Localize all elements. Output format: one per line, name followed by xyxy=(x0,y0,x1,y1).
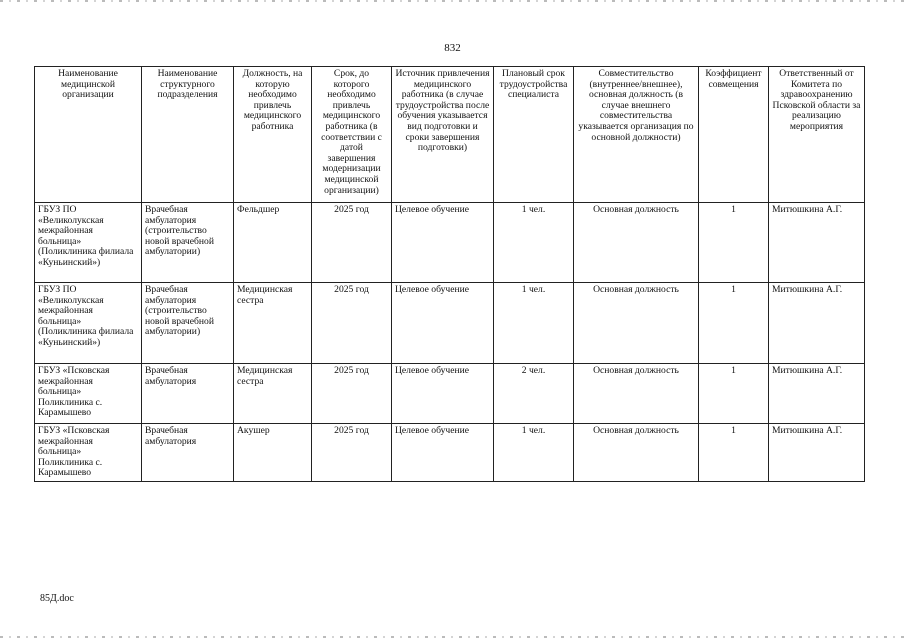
header-position: Должность, на которую необходимо привлечь медицинского работника xyxy=(234,67,312,203)
table-row xyxy=(35,283,865,364)
cell-position: Фельдшер xyxy=(234,203,312,283)
cell-organization: ГБУЗ ПО «Великолукская межрайонная больница» (Поликлиника филиала «Куньинский») xyxy=(35,283,142,364)
cell-combination: Основная должность xyxy=(574,283,699,364)
cell-coefficient: 1 xyxy=(699,203,769,283)
table-row xyxy=(35,424,865,482)
header-coefficient: Коэффициент совмещения xyxy=(699,67,769,203)
cell-deadline: 2025 год xyxy=(312,283,392,364)
cell-combination: Основная должность xyxy=(574,364,699,424)
cell-responsible: Митюшкина А.Г. xyxy=(769,364,865,424)
page-number: 832 xyxy=(444,42,461,54)
header-responsible: Ответственный от Комитета по здравоохранению Псковской области за реализацию мероприятия xyxy=(769,67,865,203)
cell-department: Врачебная амбулатория (строительство новой врачебной амбулатории) xyxy=(142,283,234,364)
cell-deadline: 2025 год xyxy=(312,424,392,482)
header-department: Наименование структурного подразделения xyxy=(142,67,234,203)
cell-coefficient: 1 xyxy=(699,364,769,424)
cell-deadline: 2025 год xyxy=(312,364,392,424)
cell-responsible: Митюшкина А.Г. xyxy=(769,424,865,482)
cell-coefficient: 1 xyxy=(699,424,769,482)
scan-edge-bottom xyxy=(0,636,905,638)
cell-source: Целевое обучение xyxy=(392,424,494,482)
cell-position: Медицинская сестра xyxy=(234,283,312,364)
cell-planned-term: 1 чел. xyxy=(494,203,574,283)
cell-source: Целевое обучение xyxy=(392,364,494,424)
cell-planned-term: 1 чел. xyxy=(494,424,574,482)
cell-responsible: Митюшкина А.Г. xyxy=(769,283,865,364)
header-deadline: Срок, до которого необходимо привлечь медицинского работника (в соответствии с датой завершения модернизации медицинской организации) xyxy=(312,67,392,203)
header-organization: Наименование медицинской организации xyxy=(35,67,142,203)
header-combination: Совместительство (внутреннее/внешнее), основная должность (в случае внешнего совместительства указывается организация по основной должности) xyxy=(574,67,699,203)
scan-edge-top xyxy=(0,0,905,2)
cell-responsible: Митюшкина А.Г. xyxy=(769,203,865,283)
cell-planned-term: 1 чел. xyxy=(494,283,574,364)
cell-organization: ГБУЗ ПО «Великолукская межрайонная больница» (Поликлиника филиала «Куньинский») xyxy=(35,203,142,283)
cell-source: Целевое обучение xyxy=(392,283,494,364)
header-source: Источник привлечения медицинского работника (в случае трудоустройства после обучения указывается вид подготовки и сроки завершения подготовки) xyxy=(392,67,494,203)
cell-organization: ГБУЗ «Псковская межрайонная больница» Поликлиника с. Карамышево xyxy=(35,364,142,424)
cell-position: Акушер xyxy=(234,424,312,482)
cell-source: Целевое обучение xyxy=(392,203,494,283)
cell-department: Врачебная амбулатория xyxy=(142,424,234,482)
cell-position: Медицинская сестра xyxy=(234,364,312,424)
cell-department: Врачебная амбулатория (строительство новой врачебной амбулатории) xyxy=(142,203,234,283)
cell-department: Врачебная амбулатория xyxy=(142,364,234,424)
cell-coefficient: 1 xyxy=(699,283,769,364)
header-planned-term: Плановый срок трудоустройства специалиста xyxy=(494,67,574,203)
cell-organization: ГБУЗ «Псковская межрайонная больница» Поликлиника с. Карамышево xyxy=(35,424,142,482)
cell-planned-term: 2 чел. xyxy=(494,364,574,424)
table-row xyxy=(35,203,865,283)
table-row xyxy=(35,364,865,424)
cell-combination: Основная должность xyxy=(574,203,699,283)
footer-file-name: 85Д.doc xyxy=(40,593,74,604)
cell-deadline: 2025 год xyxy=(312,203,392,283)
table-header-row xyxy=(35,67,865,203)
staffing-table xyxy=(34,66,865,482)
cell-combination: Основная должность xyxy=(574,424,699,482)
